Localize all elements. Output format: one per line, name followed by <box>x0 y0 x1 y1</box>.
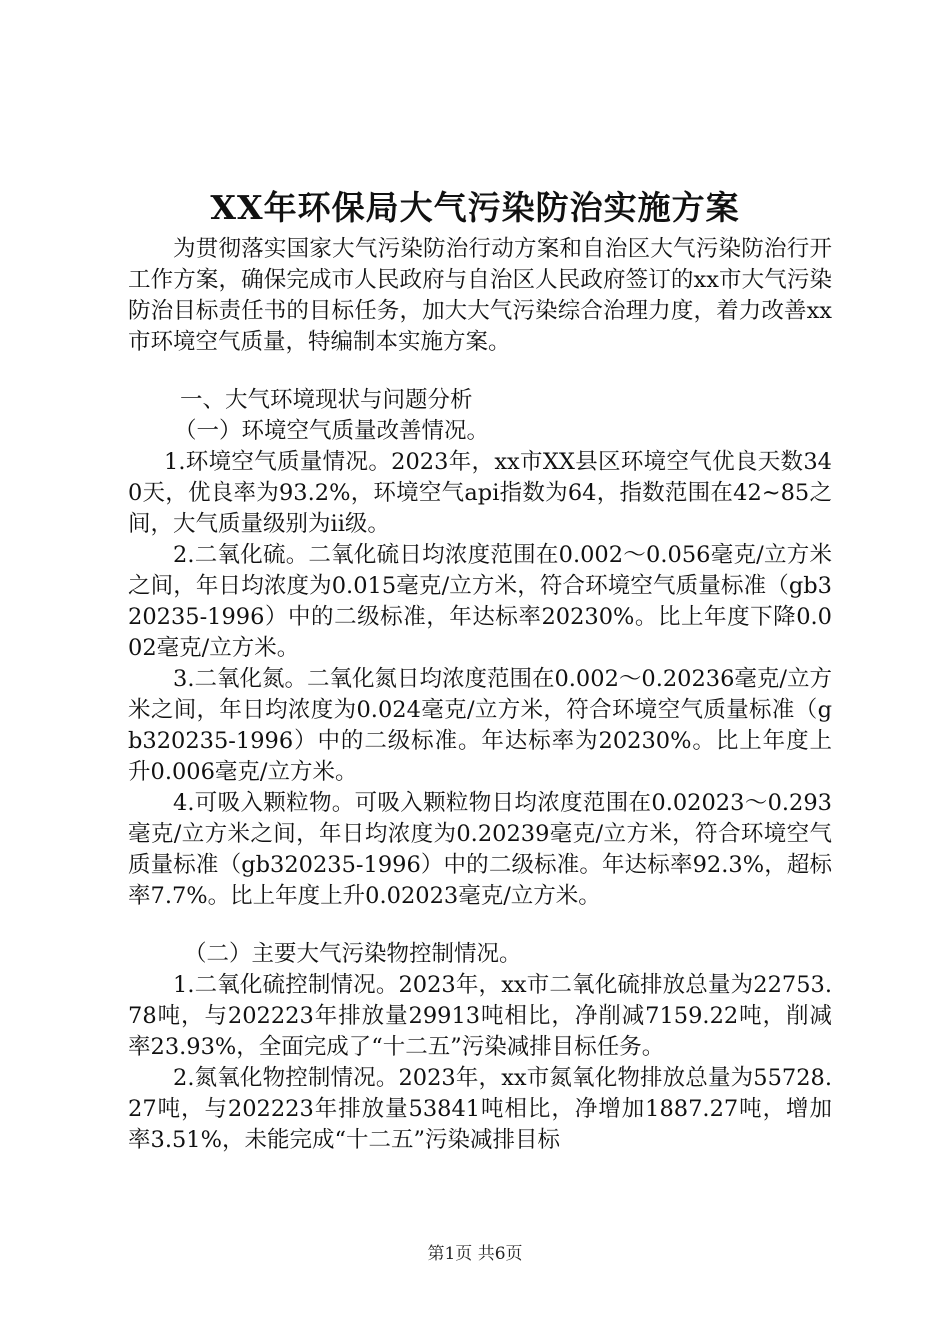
paragraph-particulate-matter: 4.可吸入颗粒物。可吸入颗粒物日均浓度范围在0.02023～0.293毫克/立方米之间，年日均浓度为0.20239毫克/立方米，符合环境空气质量标准（gb320235-1996）中的二级标准。年达标率92.3%，超标率7.7%。比上年度上升0.02023毫克/立方米。 <box>128 790 832 909</box>
paragraph-sulfur-dioxide: 2.二氧化硫。二氧化硫日均浓度范围在0.002～0.056毫克/立方米之间，年日均浓度为0.015毫克/立方米，符合环境空气质量标准（gb320235-1996）中的二级标准，年达标率20230%。比上年度下降0.002毫克/立方米。 <box>128 542 832 661</box>
document-body <box>128 234 832 1156</box>
subsection-heading: （一）环境空气质量改善情况。 <box>174 418 490 444</box>
paragraph-nitrogen-dioxide: 3.二氧化氮。二氧化氮日均浓度范围在0.002～0.20236毫克/立方米之间，年日均浓度为0.024毫克/立方米，符合环境空气质量标准（gb320235-1996）中的二级标准。年达标率为20230%。比上年度上升0.006毫克/立方米。 <box>128 666 833 785</box>
page-number: 第1页 共6页 <box>427 1244 523 1264</box>
section-heading: 一、大气环境现状与问题分析 <box>180 387 473 413</box>
paragraph-so2-control: 1.二氧化硫控制情况。2023年，xx市二氧化硫排放总量为22753.78吨，与202223年排放量29913吨相比，净削减7159.22吨，削减率23.93%，全面完成了“十二五”污染减排目标任务。 <box>128 972 832 1060</box>
subsection-heading: （二）主要大气污染物控制情况。 <box>184 941 522 967</box>
paragraph-nox-control: 2.氮氧化物控制情况。2023年，xx市氮氧化物排放总量为55728.27吨，与202223年排放量53841吨相比，净增加1887.27吨，增加率3.51%，未能完成“十二五”污染减排目标 <box>128 1065 832 1153</box>
document-title: XX年环保局大气污染防治实施方案 <box>210 188 740 227</box>
paragraph-air-quality: 1.环境空气质量情况。2023年，xx市XX县区环境空气优良天数340天，优良率为93.2%，环境空气api指数为64，指数范围在42~85之间，大气质量级别为ii级。 <box>128 449 832 537</box>
intro-paragraph: 为贯彻落实国家大气污染防治行动方案和自治区大气污染防治行开工作方案，确保完成市人民政府与自治区人民政府签订的xx市大气污染防治目标责任书的目标任务，加大大气污染综合治理力度，着力改善xx市环境空气质量，特编制本实施方案。 <box>128 236 832 355</box>
